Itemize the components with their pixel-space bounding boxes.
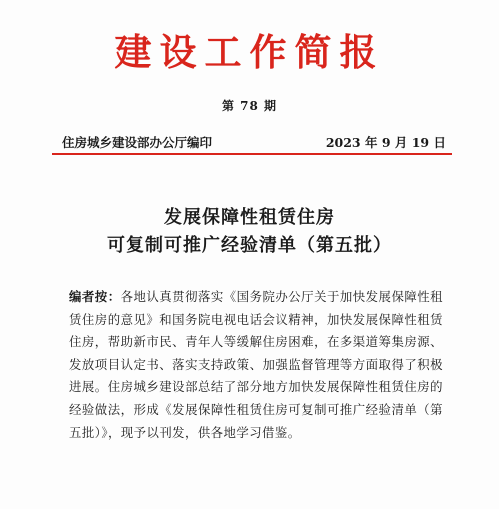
editor-note-text: 各地认真贯彻落实《国务院办公厅关于加快发展保障性租赁住房的意见》和国务院电视电话会议精神，加快发展保障性租赁住房，帮助新市民、青年人等缓解住房困难，在多渠道筹集房源、发放项目认定书、落实支持政策、加强监督管理等方面取得了积极进展。住房城乡建设部总结了部分地方加快发展保障性租赁住房的经验做法，形成《发展保障性租赁住房可复制可推广经验清单（第五批）》，现予以刊发，供各地学习借鉴。 [69,289,443,440]
issue-number: 第 78 期 [221,99,278,113]
red-divider [52,153,452,155]
masthead-title: 建设工作简报 [114,30,385,74]
publication-meta [62,133,446,151]
editor-note [69,286,443,444]
editor-note-label: 编者按： [69,289,121,304]
headline-line-2: 可复制可推广经验清单（第五批） [107,235,392,256]
publication-date: 2023 年 9 月 19 日 [325,135,446,150]
publisher: 住房城乡建设部办公厅编印 [62,135,213,150]
headline-line-1: 发展保障性租赁住房 [164,207,335,228]
